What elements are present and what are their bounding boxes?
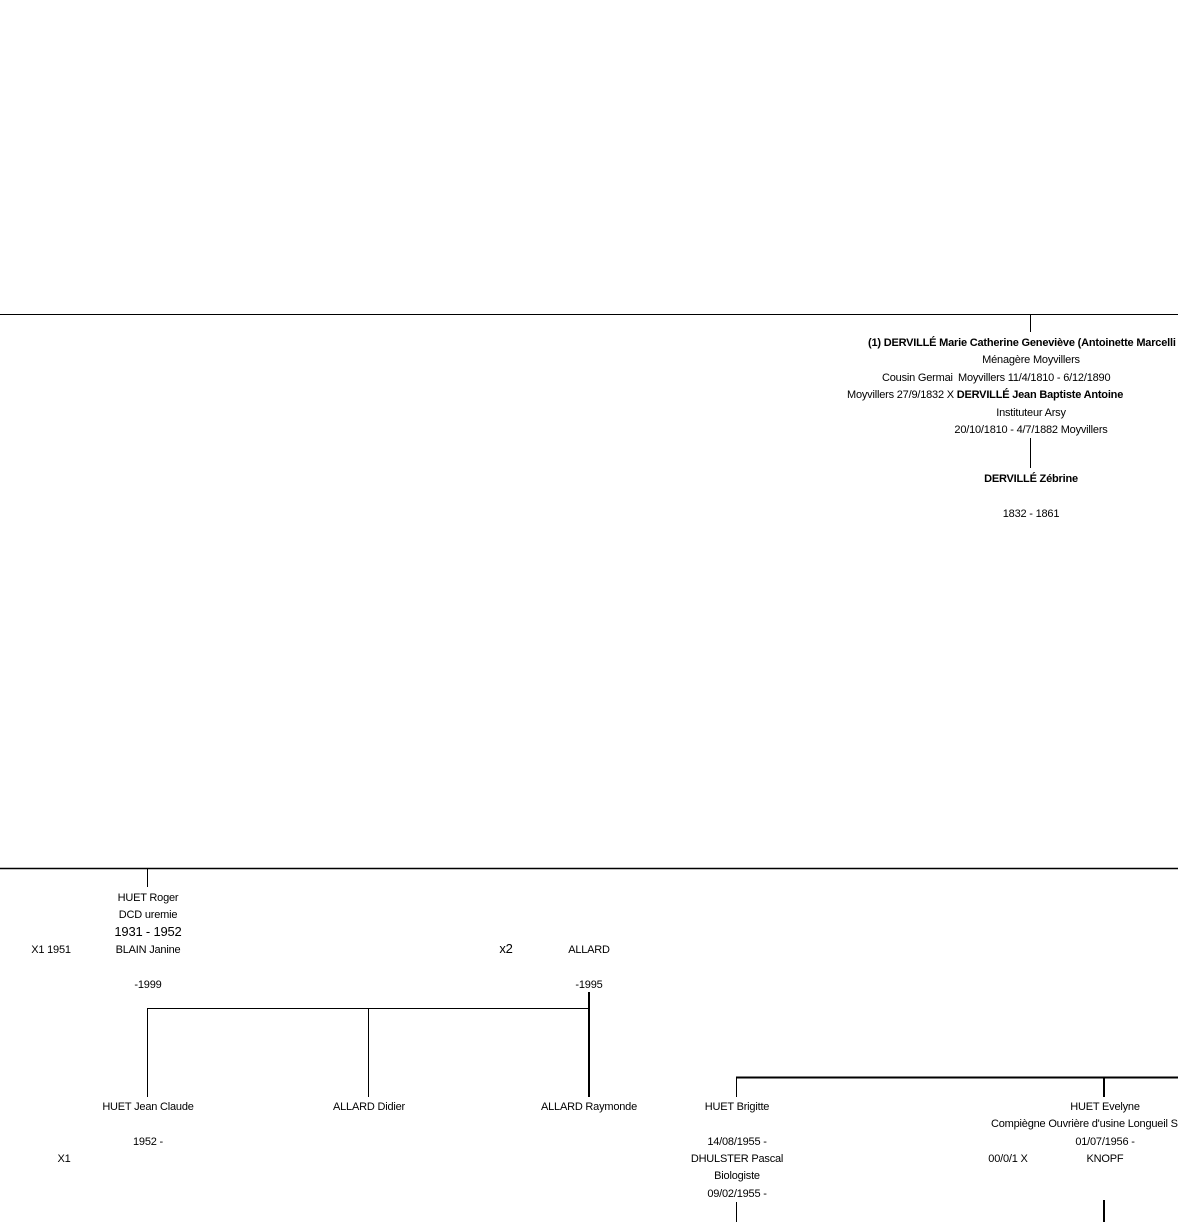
- spouse2-dates: -1995: [575, 979, 603, 991]
- spouse1-name-blain-janine: BLAIN Janine: [115, 944, 181, 956]
- spouse-dates: 20/10/1810 - 4/7/1882 Moyvillers: [954, 424, 1108, 436]
- child-name-zebrine: DERVILLÉ Zébrine: [984, 473, 1078, 485]
- spouse-name-knopf: KNOPF: [1086, 1153, 1124, 1165]
- marriage1-label: X1 1951: [31, 944, 71, 956]
- spouse2-name-allard: ALLARD: [568, 944, 610, 956]
- child-name-allard-raymonde: ALLARD Raymonde: [540, 1101, 638, 1113]
- marriage-info: [847, 388, 1123, 402]
- child-dates-huet-jean-claude: 1952 -: [133, 1136, 163, 1148]
- person-note-huet-roger: DCD uremie: [118, 909, 178, 921]
- child-name-huet-brigitte: HUET Brigitte: [704, 1101, 770, 1113]
- spouse-occupation: Instituteur Arsy: [996, 407, 1066, 419]
- child-dates-huet-evelyne: 01/07/1956 -: [1075, 1136, 1135, 1148]
- child-marriage-label-evelyne: 00/0/1 X: [988, 1153, 1028, 1165]
- child-name-huet-evelyne: HUET Evelyne: [1070, 1101, 1140, 1113]
- person-occupation: Ménagère Moyvillers: [982, 354, 1080, 366]
- person-name-huet-roger: HUET Roger: [117, 892, 179, 904]
- child-name-allard-didier: ALLARD Didier: [333, 1101, 405, 1113]
- child-dates-zebrine: 1832 - 1861: [1002, 508, 1060, 520]
- spouse1-dates: -1999: [134, 979, 162, 991]
- spouse-name-dhulster-pascal: DHULSTER Pascal: [690, 1153, 784, 1165]
- spouse-occupation-dhulster: Biologiste: [714, 1170, 760, 1182]
- person-relation-note: Cousin Germai: [882, 372, 953, 384]
- child-marriage-label: X1: [57, 1153, 71, 1165]
- marriage2-label: x2: [499, 941, 513, 956]
- person-name-marie-catherine: (1) DERVILLÉ Marie Catherine Geneviève (Antoinette Marcelli: [868, 337, 1176, 349]
- spouse-name-jean-baptiste: DERVILLÉ Jean Baptiste Antoine: [956, 389, 1124, 401]
- person-dates-huet-roger: 1931 - 1952: [114, 924, 182, 939]
- child-name-huet-jean-claude: HUET Jean Claude: [102, 1101, 194, 1113]
- child-dates-huet-brigitte: 14/08/1955 -: [707, 1136, 767, 1148]
- marriage-place-date: Moyvillers 27/9/1832 X: [847, 389, 957, 401]
- person-birth-death: Moyvillers 11/4/1810 - 6/12/1890: [958, 372, 1111, 384]
- spouse-dates-dhulster: 09/02/1955 -: [707, 1188, 767, 1200]
- child-occupation-huet-evelyne: Compiègne Ouvrière d'usine Longueil S: [991, 1118, 1178, 1130]
